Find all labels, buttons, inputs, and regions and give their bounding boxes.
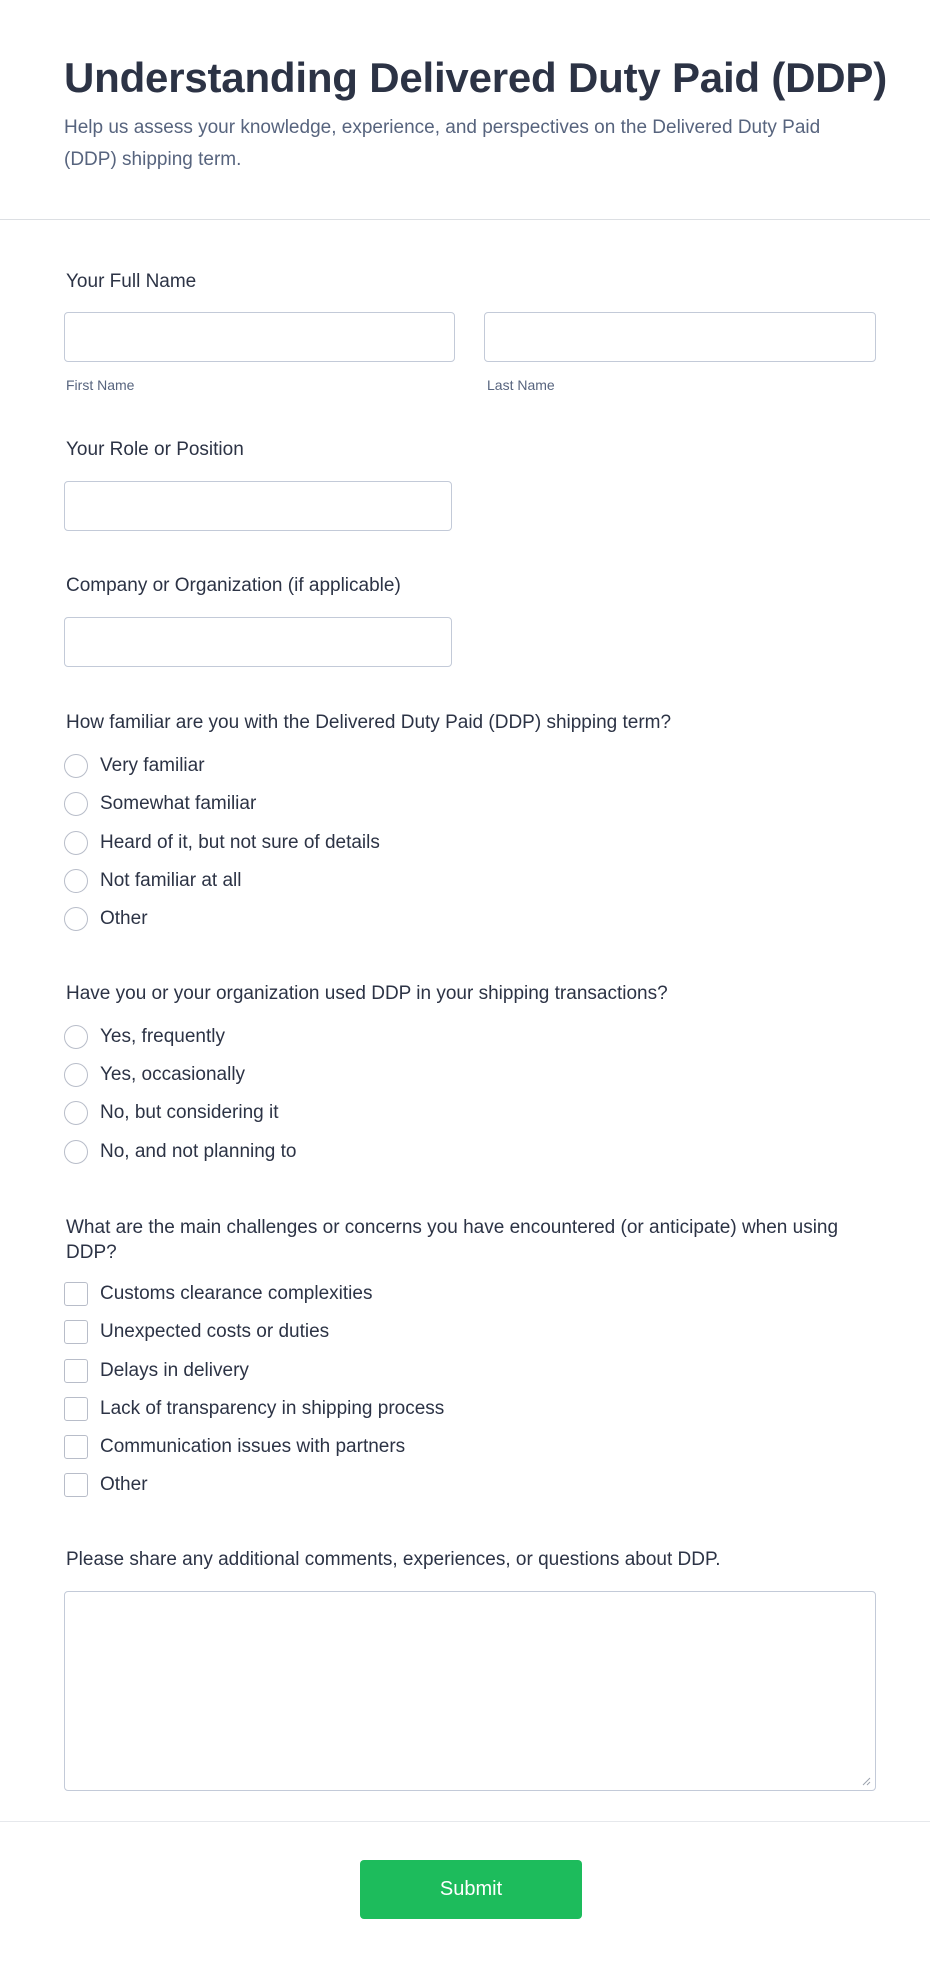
resize-handle-icon[interactable] bbox=[861, 1776, 871, 1786]
radio-option-not-planning[interactable] bbox=[64, 1139, 297, 1165]
footer-divider bbox=[0, 1821, 930, 1822]
option-label: Not familiar at all bbox=[100, 870, 242, 891]
form-header bbox=[0, 0, 930, 220]
checkbox[interactable] bbox=[64, 1435, 88, 1459]
checkbox[interactable] bbox=[64, 1397, 88, 1421]
radio-option-not-familiar[interactable] bbox=[64, 868, 242, 894]
last-name-input[interactable] bbox=[484, 312, 876, 362]
comments-textarea[interactable] bbox=[64, 1591, 876, 1791]
radio-option-heard-of-it[interactable] bbox=[64, 830, 380, 856]
role-label: Your Role or Position bbox=[66, 439, 244, 460]
option-label: Heard of it, but not sure of details bbox=[100, 832, 380, 853]
first-name-sublabel: First Name bbox=[66, 377, 135, 393]
comments-label: Please share any additional comments, experiences, or questions about DDP. bbox=[66, 1549, 721, 1570]
checkbox-option-delays[interactable] bbox=[64, 1358, 249, 1384]
radio-button[interactable] bbox=[64, 831, 88, 855]
radio-button[interactable] bbox=[64, 1140, 88, 1164]
option-label: No, but considering it bbox=[100, 1102, 279, 1123]
radio-button[interactable] bbox=[64, 1101, 88, 1125]
option-label: Yes, occasionally bbox=[100, 1064, 246, 1085]
checkbox-option-communication[interactable] bbox=[64, 1434, 405, 1460]
checkbox[interactable] bbox=[64, 1282, 88, 1306]
challenges-question: What are the main challenges or concerns you have encountered (or anticipate) when using DDP? bbox=[66, 1217, 839, 1263]
page-subtitle: Help us assess your knowledge, experience, and perspectives on the Delivered Duty Paid (DDP) shipping term. bbox=[64, 117, 821, 170]
radio-button[interactable] bbox=[64, 869, 88, 893]
page-title: Understanding Delivered Duty Paid (DDP) bbox=[64, 54, 887, 101]
first-name-input[interactable] bbox=[64, 312, 455, 362]
option-label: Other bbox=[100, 1474, 148, 1495]
radio-button[interactable] bbox=[64, 907, 88, 931]
full-name-label: Your Full Name bbox=[66, 271, 197, 292]
submit-button[interactable]: Submit bbox=[360, 1860, 582, 1919]
checkbox-option-other[interactable] bbox=[64, 1472, 148, 1498]
radio-button[interactable] bbox=[64, 754, 88, 778]
checkbox[interactable] bbox=[64, 1359, 88, 1383]
radio-option-other[interactable] bbox=[64, 906, 148, 932]
familiarity-question: How familiar are you with the Delivered Duty Paid (DDP) shipping term? bbox=[66, 712, 672, 733]
company-input[interactable] bbox=[64, 617, 452, 667]
option-label: Very familiar bbox=[100, 755, 205, 776]
option-label: Unexpected costs or duties bbox=[100, 1321, 330, 1342]
radio-option-very-familiar[interactable] bbox=[64, 753, 205, 779]
radio-option-yes-occasionally[interactable] bbox=[64, 1062, 245, 1088]
option-label: Lack of transparency in shipping process bbox=[100, 1398, 445, 1419]
checkbox-option-customs[interactable] bbox=[64, 1281, 372, 1307]
option-label: Yes, frequently bbox=[100, 1026, 225, 1047]
checkbox[interactable] bbox=[64, 1320, 88, 1344]
radio-button[interactable] bbox=[64, 1063, 88, 1087]
option-label: No, and not planning to bbox=[100, 1141, 297, 1162]
radio-button[interactable] bbox=[64, 1025, 88, 1049]
last-name-sublabel: Last Name bbox=[487, 377, 555, 393]
option-label: Delays in delivery bbox=[100, 1360, 249, 1381]
option-label: Somewhat familiar bbox=[100, 793, 257, 814]
option-label: Communication issues with partners bbox=[100, 1436, 406, 1457]
role-input[interactable] bbox=[64, 481, 452, 531]
checkbox-option-transparency[interactable] bbox=[64, 1396, 444, 1422]
option-label: Customs clearance complexities bbox=[100, 1283, 373, 1304]
company-label: Company or Organization (if applicable) bbox=[66, 575, 401, 596]
radio-option-somewhat-familiar[interactable] bbox=[64, 791, 256, 817]
checkbox[interactable] bbox=[64, 1473, 88, 1497]
radio-option-considering[interactable] bbox=[64, 1100, 279, 1126]
checkbox-option-costs[interactable] bbox=[64, 1319, 329, 1345]
usage-question: Have you or your organization used DDP in your shipping transactions? bbox=[66, 983, 668, 1004]
radio-option-yes-frequently[interactable] bbox=[64, 1024, 225, 1050]
radio-button[interactable] bbox=[64, 792, 88, 816]
option-label: Other bbox=[100, 908, 148, 929]
